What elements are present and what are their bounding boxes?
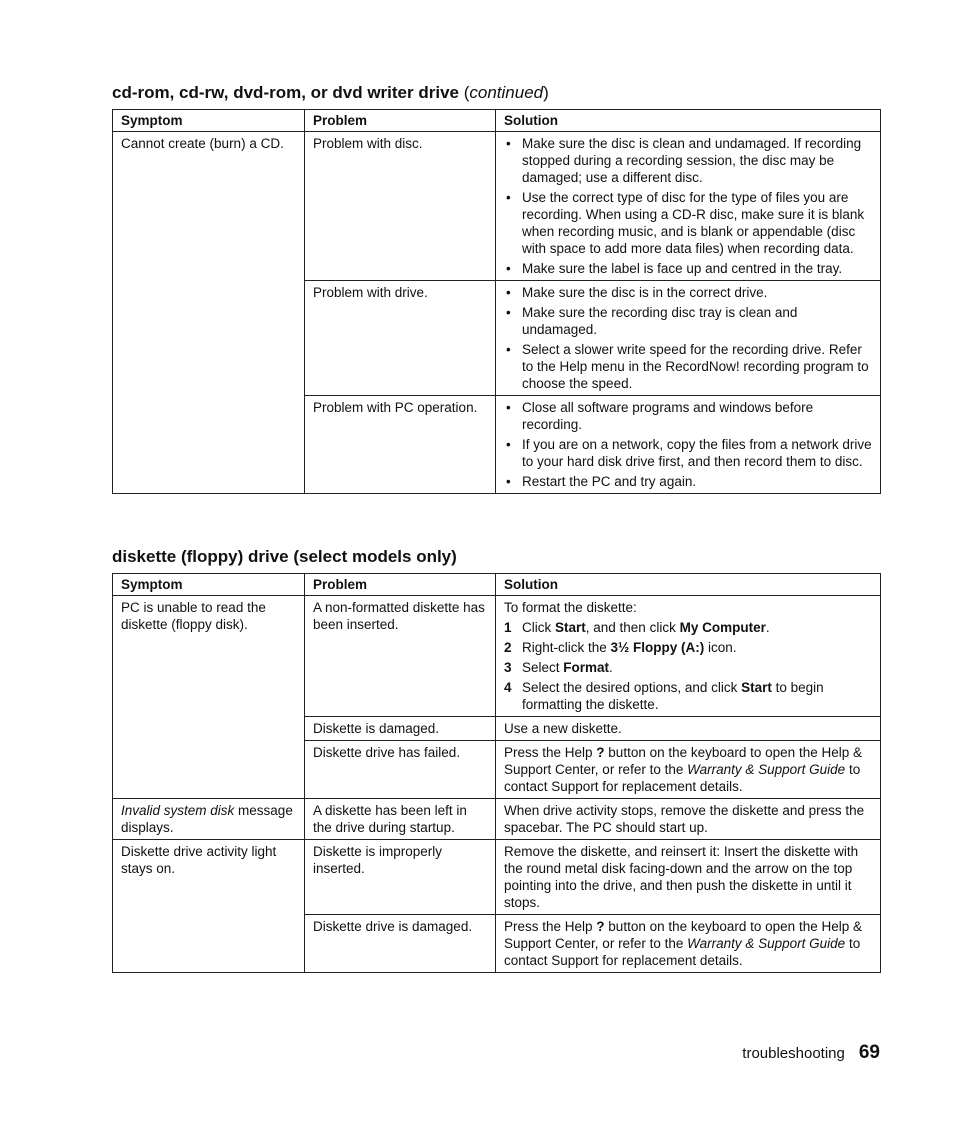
diskette-troubleshooting-table — [112, 573, 881, 973]
problem-header: Problem — [305, 574, 496, 596]
ui-term: Format — [563, 660, 610, 675]
problem-cell: Problem with PC operation. — [305, 396, 496, 494]
solution-bullet: • Select a slower write speed for the recording drive. Refer to the Help menu in the RecordNow! recording program to choose the speed. — [504, 341, 872, 392]
symptom-cell: PC is unable to read the diskette (floppy disk). — [113, 596, 305, 799]
solution-bullet: • Make sure the disc is clean and undamaged. If recording stopped during a recording session, the disc may be damaged; use a different disc. — [504, 135, 872, 186]
step-item: 4 Select the desired options, and click Start to begin formatting the diskette. — [504, 680, 824, 712]
step-item: 2 Right-click the 3½ Floppy (A:) icon. — [504, 640, 737, 655]
solution-cell: Press the Help ? button on the keyboard to open the Help & Support Center, or refer to the Warranty & Support Guide to contact Support for replacement details. — [496, 741, 881, 799]
problem-cell: Diskette drive is damaged. — [305, 915, 496, 973]
symptom-cell: Cannot create (burn) a CD. — [113, 132, 305, 494]
page-footer — [742, 1042, 880, 1064]
step-number: 1 — [504, 620, 512, 635]
format-steps — [504, 619, 872, 713]
solution-cell — [496, 396, 881, 494]
solution-bullet: • Restart the PC and try again. — [504, 473, 872, 490]
problem-header: Problem — [305, 110, 496, 132]
cd-drive-troubleshooting-table — [112, 109, 881, 494]
solution-cell: Remove the diskette, and reinsert it: Insert the diskette with the round metal disk facing-down and the arrow on the top pointing into the drive, and then push the diskette in until it stops. — [496, 840, 881, 915]
solution-cell: Use a new diskette. — [496, 717, 881, 741]
solution-bullet: • Use the correct type of disc for the type of files you are recording. When using a CD-R disc, make sure it is blank when recording music, and is blank or appendable (disc with space to add more data files) when recording data. — [504, 189, 872, 257]
step-item: 1 Click Start, and then click My Computer. — [504, 620, 770, 635]
footer-section-label: troubleshooting — [742, 1045, 845, 1062]
section-title: diskette (floppy) drive (select models only) — [112, 547, 457, 566]
section-heading-diskette-drive — [112, 547, 457, 567]
solution-cell — [496, 132, 881, 281]
continued-label: continued — [469, 83, 544, 102]
solution-cell — [496, 281, 881, 396]
symptom-cell: Diskette drive activity light stays on. — [113, 840, 305, 973]
step-number: 4 — [504, 680, 512, 695]
table-row — [113, 799, 881, 840]
step-number: 3 — [504, 660, 512, 675]
ui-term: 3½ Floppy (A:) — [610, 640, 705, 655]
section-title: cd-rom, cd-rw, dvd-rom, or dvd writer drive — [112, 83, 459, 102]
ui-term: Start — [741, 680, 772, 695]
ui-term: My Computer — [679, 620, 766, 635]
help-key-glyph: ? — [596, 745, 605, 760]
problem-cell: Problem with drive. — [305, 281, 496, 396]
solution-header: Solution — [496, 574, 881, 596]
solution-cell — [496, 596, 881, 717]
symptom-header: Symptom — [113, 110, 305, 132]
problem-cell: Diskette drive has failed. — [305, 741, 496, 799]
solution-cell: When drive activity stops, remove the diskette and press the spacebar. The PC should start up. — [496, 799, 881, 840]
ui-term: Start — [555, 620, 586, 635]
solution-bullet: • Close all software programs and windows before recording. — [504, 399, 872, 433]
problem-cell: Problem with disc. — [305, 132, 496, 281]
page-number: 69 — [858, 1042, 880, 1063]
guide-title: Warranty & Support Guide — [687, 762, 846, 777]
symptom-cell: Invalid system disk message displays. — [113, 799, 305, 840]
problem-cell: A diskette has been left in the drive during startup. — [305, 799, 496, 840]
solution-bullet: • Make sure the label is face up and centred in the tray. — [504, 260, 872, 277]
error-message-text: Invalid system disk — [121, 803, 235, 818]
table-header-row — [113, 574, 881, 596]
solution-bullet: • Make sure the disc is in the correct drive. — [504, 284, 872, 301]
problem-cell: Diskette is improperly inserted. — [305, 840, 496, 915]
problem-cell: A non-formatted diskette has been inserted. — [305, 596, 496, 717]
solution-cell: Press the Help ? button on the keyboard to open the Help & Support Center, or refer to the Warranty & Support Guide to contact Support for replacement details. — [496, 915, 881, 973]
table-header-row — [113, 110, 881, 132]
table-row — [113, 596, 881, 717]
solution-bullet: • Make sure the recording disc tray is clean and undamaged. — [504, 304, 872, 338]
solution-bullet: • If you are on a network, copy the files from a network drive to your hard disk drive first, and then record them to disc. — [504, 436, 872, 470]
guide-title: Warranty & Support Guide — [687, 936, 846, 951]
table-row — [113, 840, 881, 915]
solution-intro: To format the diskette: — [504, 600, 637, 615]
table-row — [113, 132, 881, 281]
problem-cell: Diskette is damaged. — [305, 717, 496, 741]
symptom-header: Symptom — [113, 574, 305, 596]
step-number: 2 — [504, 640, 512, 655]
step-item: 3 Select Format. — [504, 660, 613, 675]
help-key-glyph: ? — [596, 919, 605, 934]
section-heading-cd-drive: cd-rom, cd-rw, dvd-rom, or dvd writer drive (continued) — [112, 83, 549, 102]
solution-header: Solution — [496, 110, 881, 132]
